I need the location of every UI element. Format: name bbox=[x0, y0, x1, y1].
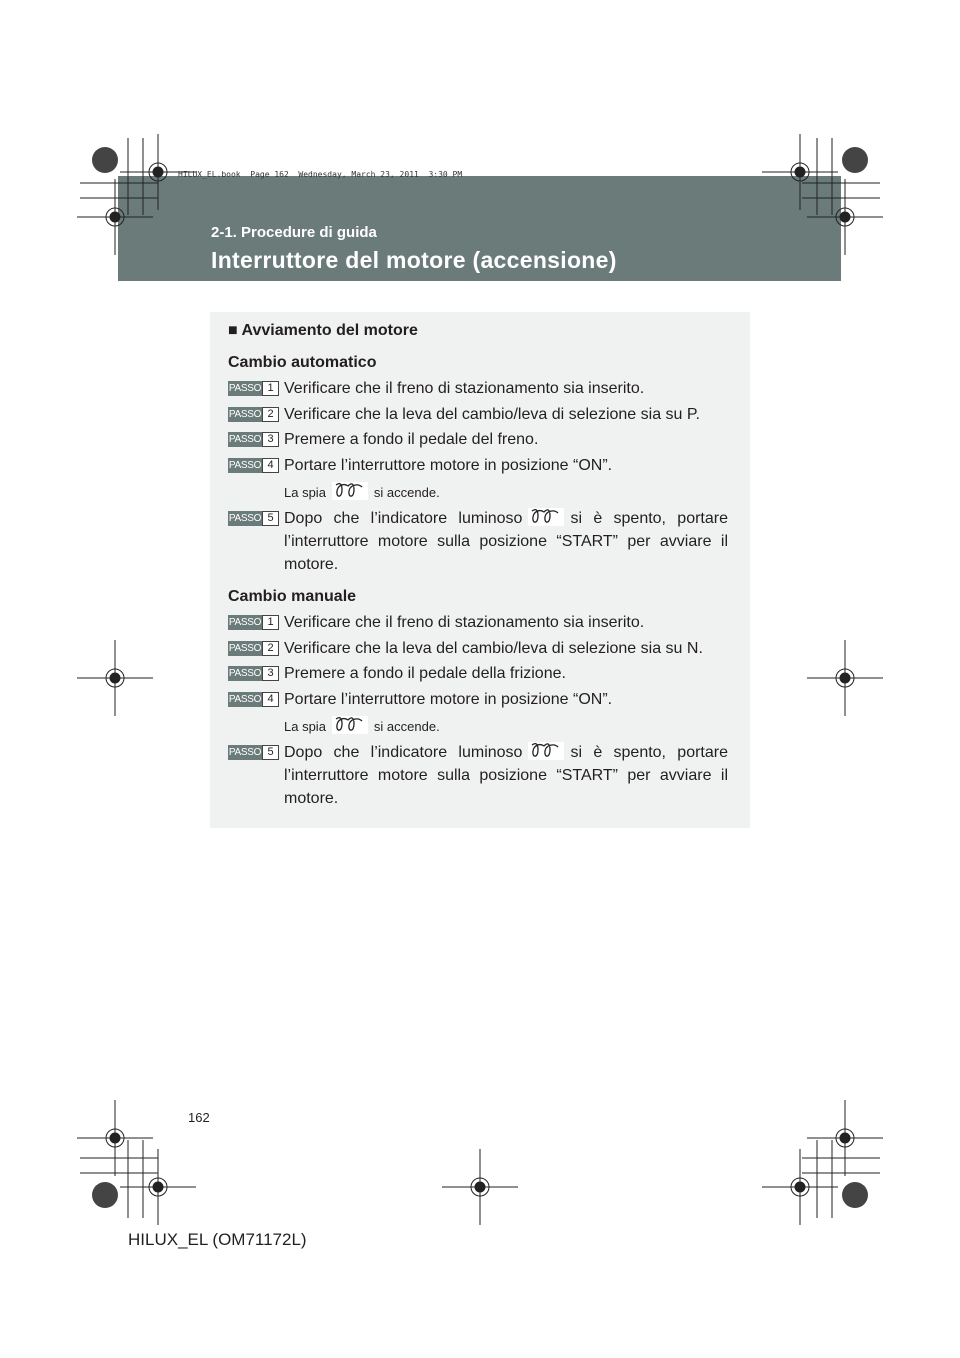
step-badge: PASSO 3 bbox=[228, 666, 279, 681]
step-5 bbox=[228, 741, 728, 810]
step-text: Premere a fondo il pedale del freno. bbox=[284, 431, 539, 448]
step-text: Verificare che il freno di stazionamento sia inserito. bbox=[284, 614, 645, 631]
step-1 bbox=[228, 611, 728, 634]
step-badge: PASSO 1 bbox=[228, 381, 279, 396]
step-note: La spia si accende. bbox=[284, 716, 440, 734]
step-text: Portare l’interruttore motore in posizione “ON”. bbox=[284, 691, 613, 708]
step-badge: PASSO 4 bbox=[228, 458, 279, 473]
step-badge: PASSO 5 bbox=[228, 745, 279, 760]
step-3 bbox=[228, 662, 728, 685]
step-4 bbox=[228, 454, 728, 477]
page-number: 162 bbox=[188, 1110, 210, 1125]
step-badge: PASSO 3 bbox=[228, 432, 279, 447]
panel-heading: ■ Avviamento del motore bbox=[228, 322, 418, 339]
step-text: Verificare che il freno di stazionamento sia inserito. bbox=[284, 380, 645, 397]
step-badge: PASSO 2 bbox=[228, 641, 279, 656]
step-badge: PASSO 2 bbox=[228, 407, 279, 422]
step-note: La spia si accende. bbox=[284, 482, 440, 500]
step-3 bbox=[228, 428, 728, 451]
step-4 bbox=[228, 688, 728, 711]
glow-plug-indicator-icon bbox=[528, 508, 564, 526]
automatic-title: Cambio automatico bbox=[228, 354, 377, 371]
step-text: Dopo che l’indicatore luminoso si è spento, portare l’interruttore motore sulla posizione “START” per avviare il motore. bbox=[284, 510, 729, 573]
glow-plug-indicator-icon bbox=[332, 716, 368, 734]
step-1 bbox=[228, 377, 728, 400]
glow-plug-indicator-icon bbox=[332, 482, 368, 500]
step-text: Verificare che la leva del cambio/leva di selezione sia su P. bbox=[284, 406, 700, 423]
step-text: Premere a fondo il pedale della frizione. bbox=[284, 665, 566, 682]
manual-title: Cambio manuale bbox=[228, 588, 357, 605]
glow-plug-indicator-icon bbox=[528, 742, 564, 760]
step-2 bbox=[228, 403, 728, 426]
step-text: Dopo che l’indicatore luminoso si è spento, portare l’interruttore motore sulla posizione “START” per avviare il motore. bbox=[284, 744, 729, 807]
book-info: HILUX_EL.book Page 162 Wednesday, March 23, 2011 3:30 PM bbox=[178, 170, 463, 179]
step-badge: PASSO 5 bbox=[228, 511, 279, 526]
section-label: 2-1. Procedure di guida bbox=[211, 224, 377, 241]
step-text: Portare l’interruttore motore in posizione “ON”. bbox=[284, 457, 613, 474]
step-text: Verificare che la leva del cambio/leva di selezione sia su N. bbox=[284, 640, 703, 657]
step-badge: PASSO 4 bbox=[228, 692, 279, 707]
footer-code: HILUX_EL (OM71172L) bbox=[128, 1230, 307, 1249]
step-2 bbox=[228, 637, 728, 660]
step-badge: PASSO 1 bbox=[228, 615, 279, 630]
step-5 bbox=[228, 507, 728, 576]
page-title: Interruttore del motore (accensione) bbox=[211, 247, 617, 273]
